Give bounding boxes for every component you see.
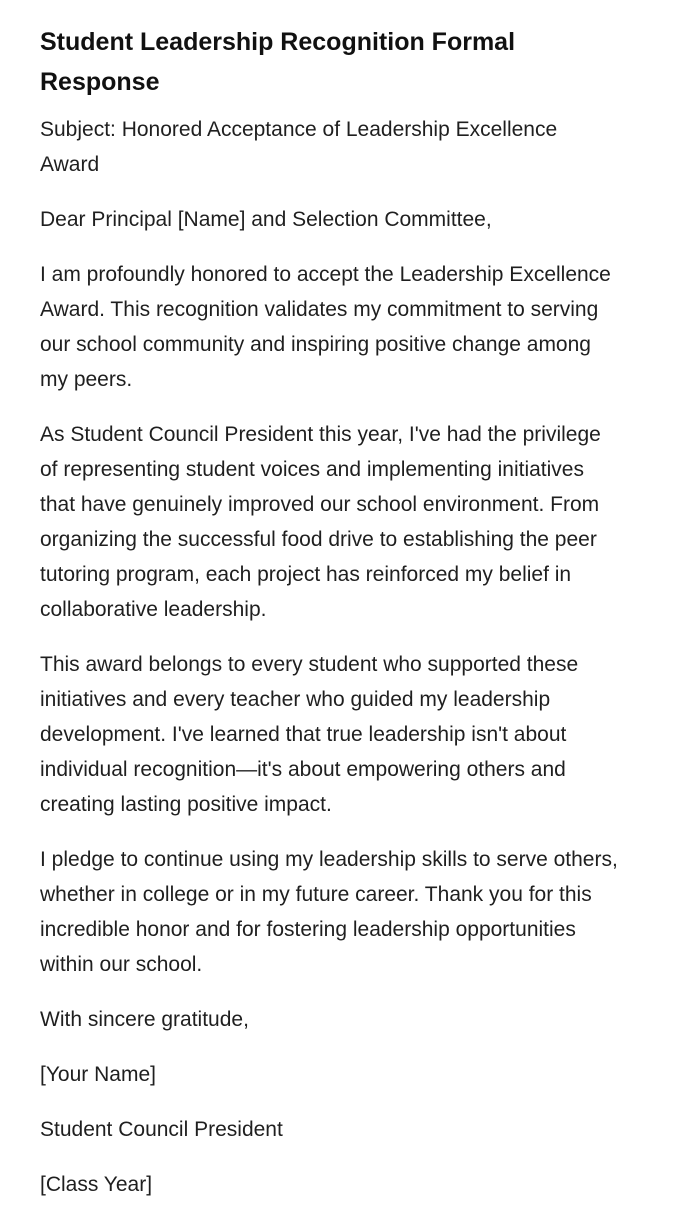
paragraph-accomplishments: As Student Council President this year, I've had the privilege of representing student voices and implementing initiatives that have genuinely improved our school environment. From organizing the successful food drive to establishing the peer tutoring program, each project has reinforced my belief in collaborative leadership. bbox=[40, 423, 601, 621]
paragraph-acceptance: I am profoundly honored to accept the Leadership Excellence Award. This recognition validates my commitment to serving our school community and inspiring positive change among my peers. bbox=[40, 263, 611, 391]
document-title: Student Leadership Recognition Formal Response bbox=[40, 28, 516, 96]
paragraph-pledge: I pledge to continue using my leadership skills to serve others, whether in college or in my future career. Thank you for this incredible honor and for fostering leadership opportunities within our school. bbox=[40, 848, 618, 976]
paragraph-dedication: This award belongs to every student who supported these initiatives and every teacher who guided my leadership development. I've learned that true leadership isn't about individual recognition—it's about empowering others and creating lasting positive impact. bbox=[40, 653, 579, 816]
salutation: Dear Principal [Name] and Selection Committee, bbox=[40, 208, 492, 231]
signature-class-year: [Class Year] bbox=[40, 1173, 153, 1196]
subject-line: Subject: Honored Acceptance of Leadership Excellence Award bbox=[40, 118, 558, 176]
signature-role: Student Council President bbox=[40, 1118, 283, 1141]
signature-name: [Your Name] bbox=[40, 1063, 156, 1086]
closing-line: With sincere gratitude, bbox=[40, 1008, 249, 1031]
